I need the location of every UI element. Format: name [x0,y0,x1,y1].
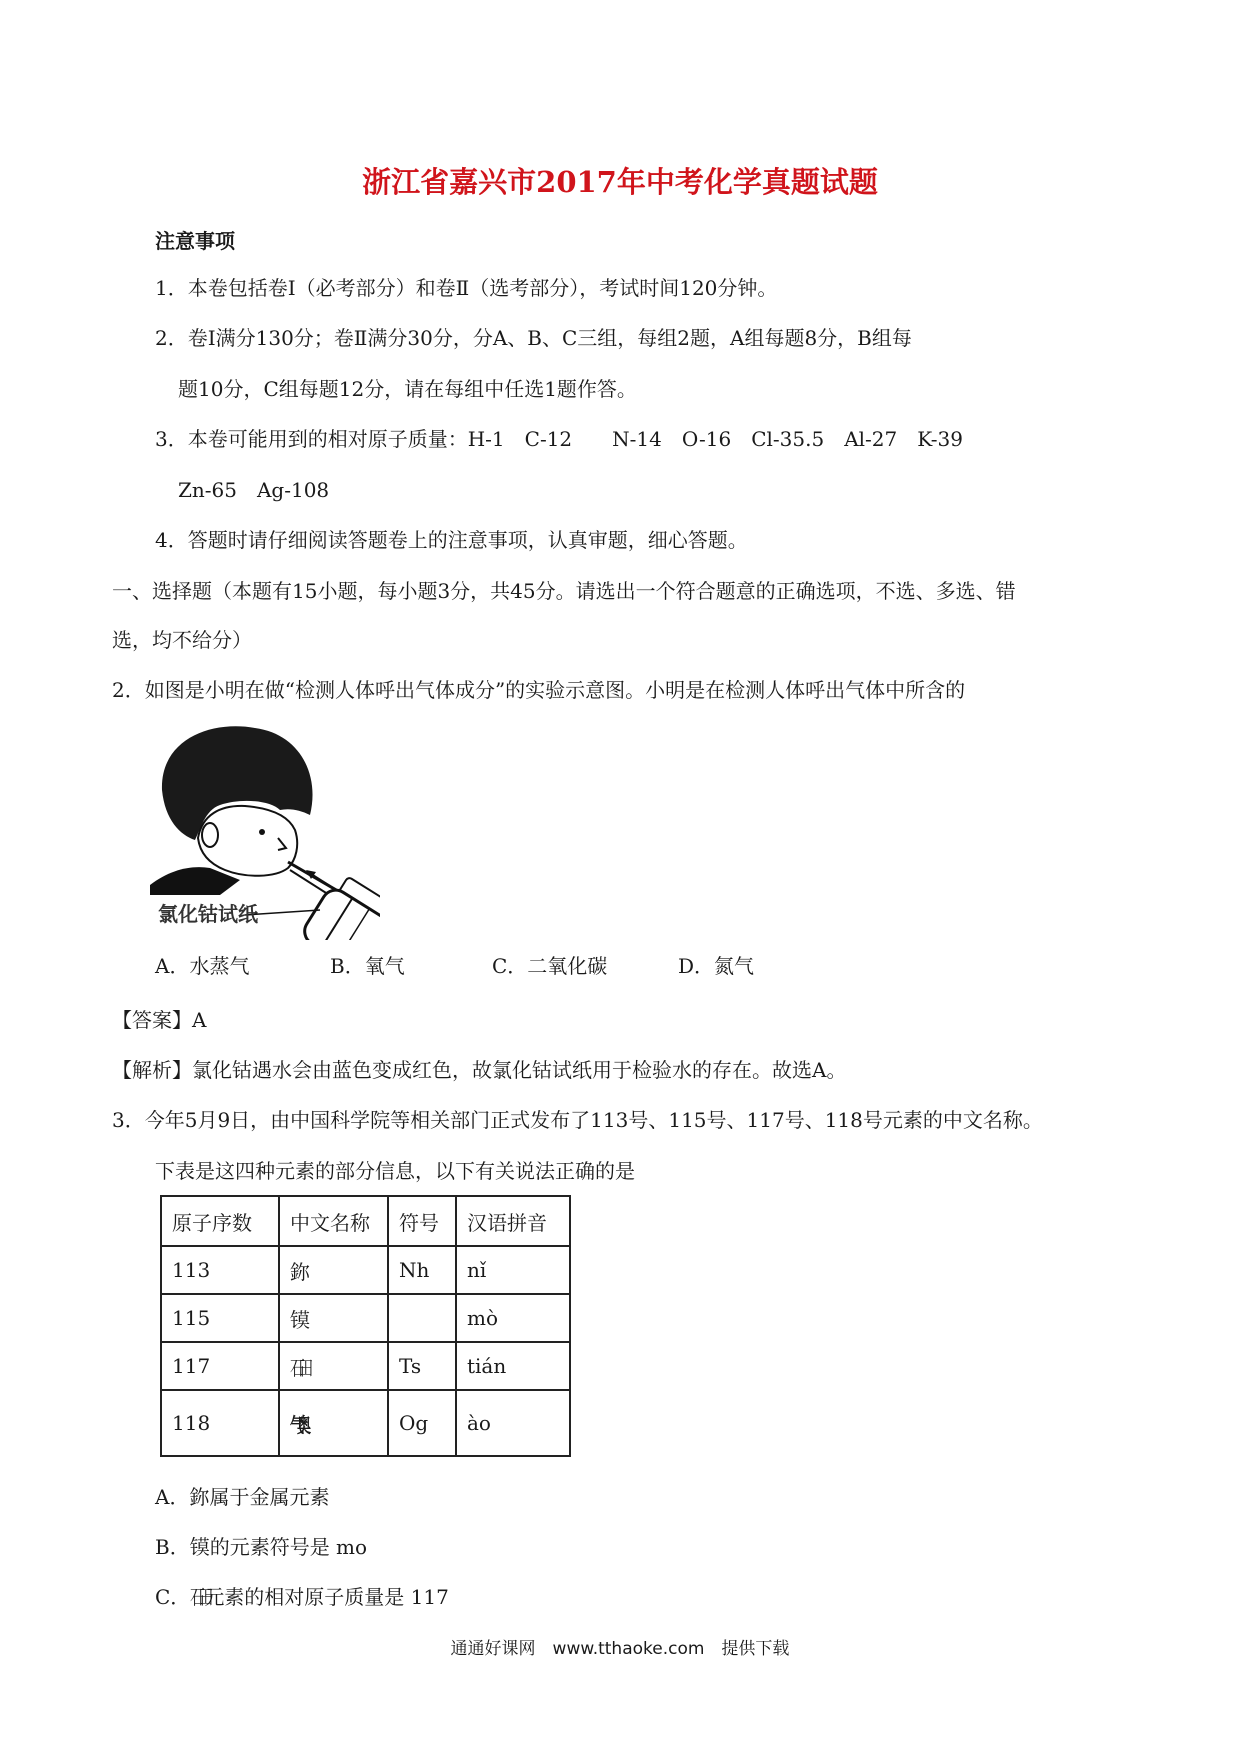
table-row [161,1342,570,1390]
section-1-heading: 一、选择题（本题有15小题，每小题3分，共45分。请选出一个符合题意的正确选项，不选、多选、错 [112,579,1016,603]
cell-number: 115 [161,1294,279,1342]
q3-option-c-prefix: C． [155,1585,191,1609]
q2-option-d: D．氮气 [678,954,755,978]
cell-symbol: Og [388,1390,456,1456]
cell-symbol: Ts [388,1342,456,1390]
element-117-inline-name: 石田 [190,1585,207,1609]
q3-option-a: A．鉨属于金属元素 [155,1485,330,1509]
q2-answer: 【答案】A [112,1008,207,1032]
table-row [161,1390,570,1456]
element-117-name: 石田 [290,1355,307,1380]
cell-pinyin: nǐ [456,1246,570,1294]
table-row [161,1246,570,1294]
q2-analysis: 【解析】氯化钴遇水会由蓝色变成红色，故氯化钴试纸用于检验水的存在。故选A。 [112,1058,847,1082]
notice-item-3: 3．本卷可能用到的相对原子质量：H-1 C-12 N-14 O-16 Cl-35.5 Al-27 K-39 [155,427,963,451]
question-2-stem: 2．如图是小明在做“检测人体呼出气体成分”的实验示意图。小明是在检测人体呼出气体中所含的 [112,678,966,702]
notice-item-3-cont: Zn-65 Ag-108 [178,478,330,502]
cell-pinyin: mò [456,1294,570,1342]
cell-name: 镆 [279,1294,388,1342]
header-pinyin: 汉语拼音 [456,1196,570,1246]
cell-name: 鉨 [279,1246,388,1294]
cell-name [279,1342,388,1390]
cell-number: 118 [161,1390,279,1456]
q2-option-b: B．氧气 [330,954,405,978]
header-chinese-name: 中文名称 [279,1196,388,1246]
figure-label: 氯化钴试纸 [158,902,258,926]
table-header-row [161,1196,570,1246]
cell-number: 113 [161,1246,279,1294]
cell-name [279,1390,388,1456]
cell-symbol [388,1294,456,1342]
table-row [161,1294,570,1342]
q3-option-c-text: 元素的相对原子质量是 117 [204,1585,449,1609]
section-1-heading-cont: 选，均不给分） [112,628,252,652]
page-title: 浙江省嘉兴市2017年中考化学真题试题 [362,165,878,199]
question-3-stem-cont: 下表是这四种元素的部分信息，以下有关说法正确的是 [155,1159,635,1183]
notice-item-4: 4．答题时请仔细阅读答题卷上的注意事项，认真审题，细心答题。 [155,528,748,552]
cell-symbol: Nh [388,1246,456,1294]
q2-option-c: C．二氧化碳 [492,954,608,978]
q3-option-b: B．镆的元素符号是 mo [155,1535,368,1559]
notice-item-2: 2．卷Ⅰ满分130分；卷Ⅱ满分30分，分A、B、C三组，每组2题，A组每题8分，B组每 [155,326,912,350]
notice-item-2-cont: 题10分，C组每题12分，请在每组中任选1题作答。 [178,377,637,401]
cell-number: 117 [161,1342,279,1390]
notice-heading: 注意事项 [155,229,235,253]
cell-pinyin: ào [456,1390,570,1456]
q2-option-a: A．水蒸气 [155,954,250,978]
element-118-name: 气奥 [290,1412,304,1437]
cell-pinyin: tián [456,1342,570,1390]
page-footer: 通通好课网 www.tthaoke.com 提供下载 [450,1639,790,1659]
question-3-stem: 3．今年5月9日，由中国科学院等相关部门正式发布了113号、115号、117号、118号元素的中文名称。 [112,1108,1043,1132]
header-symbol: 符号 [388,1196,456,1246]
notice-item-1: 1．本卷包括卷Ⅰ（必考部分）和卷Ⅱ（选考部分），考试时间120分钟。 [155,276,778,300]
element-table [160,1195,571,1457]
q3-option-c [155,1583,449,1611]
header-atomic-number: 原子序数 [161,1196,279,1246]
